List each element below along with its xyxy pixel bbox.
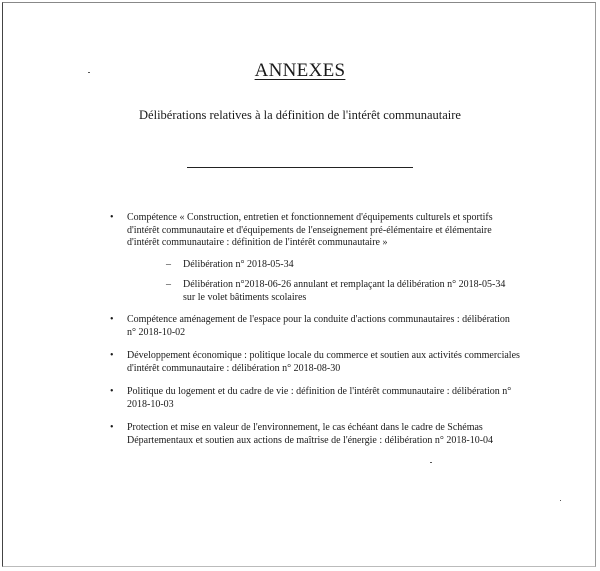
list-item-text: Protection et mise en valeur de l'environnement, le cas échéant dans le cadre de Schémas Départementaux et soutien aux actions de maîtrise de l'énergie : délibération n° 2018-10-04 xyxy=(127,422,494,446)
list-item-text: Développement économique : politique locale du commerce et soutien aux activités commerciales d'intérêt communautaire : délibération n° 2018-08-30 xyxy=(127,350,520,374)
list-item xyxy=(108,350,520,375)
list-item-text: Compétence aménagement de l'espace pour la conduite d'actions communautaires : délibération n° 2018-10-02 xyxy=(127,314,510,338)
scan-speck xyxy=(430,462,432,463)
bullet-icon: • xyxy=(110,422,114,433)
dash-icon: – xyxy=(166,279,171,290)
sub-list-item xyxy=(127,259,520,272)
scan-speck xyxy=(560,500,561,501)
sub-list-item-text: Délibération n° 2018-05-34 xyxy=(183,258,294,270)
separator-line xyxy=(187,167,413,168)
sub-list-item-text: Délibération n°2018-06-26 annulant et remplaçant la délibération n° 2018-05-34 sur le volet bâtiments scolaires xyxy=(183,279,506,303)
list-item xyxy=(108,212,520,304)
list-item-text: Compétence « Construction, entretien et fonctionnement d'équipements culturels et sportifs d'intérêt communautaire et d'équipements de l'enseignement pré-élémentaire et élémentaire d'intérêt communautaire : définition de l'intérêt communautaire » xyxy=(127,212,493,248)
list-item xyxy=(108,314,520,339)
page-title: ANNEXES xyxy=(254,60,346,81)
page-subtitle: Délibérations relatives à la définition de l'intérêt communautaire xyxy=(139,108,461,122)
annex-list xyxy=(108,212,520,447)
bullet-icon: • xyxy=(110,314,114,325)
bullet-icon: • xyxy=(110,212,114,223)
sub-list-item xyxy=(127,279,520,304)
dash-icon: – xyxy=(166,258,171,270)
list-item-text: Politique du logement et du cadre de vie : définition de l'intérêt communautaire : délibération n° 2018-10-03 xyxy=(127,386,512,410)
list-item xyxy=(108,422,520,447)
list-item xyxy=(108,386,520,411)
sub-list xyxy=(127,259,520,305)
bullet-icon: • xyxy=(110,350,114,361)
bullet-icon: • xyxy=(110,386,114,397)
